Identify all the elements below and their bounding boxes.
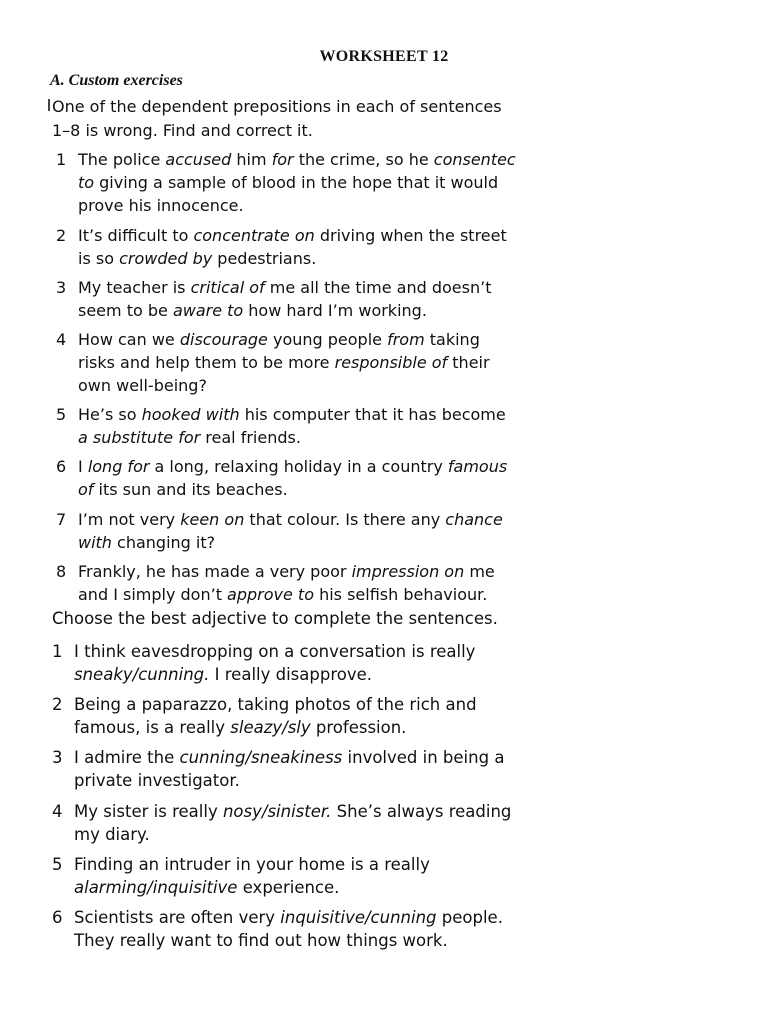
sentence-text: private investigator. bbox=[74, 771, 240, 790]
exercise-1-instruction bbox=[52, 96, 512, 142]
sentence-text: its sun and its beaches. bbox=[93, 480, 288, 499]
item-line bbox=[74, 929, 514, 952]
sentence-text: their bbox=[447, 353, 490, 372]
instruction-line: One of the dependent prepositions in each of sentences bbox=[52, 97, 502, 116]
item-number: 1 bbox=[52, 642, 63, 661]
sentence-text: him bbox=[231, 150, 272, 169]
sentence-text: own well-being? bbox=[78, 376, 207, 395]
preposition-phrase: impression on bbox=[351, 562, 465, 581]
item-line bbox=[74, 769, 514, 792]
item-line bbox=[74, 663, 514, 686]
preposition-phrase: crowded by bbox=[119, 249, 213, 268]
preposition-phrase: keen on bbox=[180, 510, 245, 529]
sentence-text: and I simply don’t bbox=[78, 585, 228, 604]
preposition-phrase: alarming/inquisitive bbox=[74, 878, 238, 897]
item-line bbox=[78, 403, 518, 426]
preposition-phrase: famous bbox=[447, 457, 508, 476]
item-line bbox=[78, 194, 518, 217]
item-text bbox=[78, 328, 518, 397]
preposition-phrase: cunning/sneakiness bbox=[179, 748, 343, 767]
item-line bbox=[74, 823, 514, 846]
sentence-text: a long, relaxing holiday in a country bbox=[149, 457, 448, 476]
item-line bbox=[78, 455, 518, 478]
item-number: 2 bbox=[52, 695, 63, 714]
sentence-text: experience. bbox=[237, 878, 340, 897]
item-line bbox=[74, 716, 514, 739]
worksheet-title: WORKSHEET 12 bbox=[319, 48, 449, 65]
item-number: 8 bbox=[56, 562, 67, 581]
item-line bbox=[74, 853, 514, 876]
sentence-text: prove his innocence. bbox=[78, 196, 244, 215]
item-line bbox=[78, 374, 518, 397]
preposition-phrase: with bbox=[78, 533, 112, 552]
item-line bbox=[78, 276, 518, 299]
preposition-phrase: nosy/sinister. bbox=[222, 802, 332, 821]
sentence-text: is so bbox=[78, 249, 120, 268]
sentence-text: driving when the street bbox=[314, 226, 507, 245]
sentence-text: famous, is a really bbox=[74, 718, 231, 737]
sentence-text: The police bbox=[78, 150, 166, 169]
item-number: 3 bbox=[56, 278, 67, 297]
item-number: 6 bbox=[52, 908, 63, 927]
preposition-phrase: sleazy/sly bbox=[230, 718, 311, 737]
item-line bbox=[78, 478, 518, 501]
preposition-phrase: aware to bbox=[172, 301, 244, 320]
item-text bbox=[78, 224, 518, 270]
preposition-phrase: a substitute for bbox=[78, 428, 201, 447]
sentence-text: They really want to find out how things work. bbox=[74, 931, 448, 950]
sentence-text: people. bbox=[436, 908, 503, 927]
sentence-text: It’s difficult to bbox=[78, 226, 194, 245]
item-line bbox=[78, 560, 518, 583]
sentence-text: how hard I’m working. bbox=[243, 301, 427, 320]
sentence-text: I’m not very bbox=[78, 510, 181, 529]
preposition-phrase: critical of bbox=[190, 278, 265, 297]
margin-mark bbox=[48, 99, 50, 111]
item-number: 6 bbox=[56, 457, 67, 476]
sentence-text: the crime, so he bbox=[293, 150, 434, 169]
item-line bbox=[78, 508, 518, 531]
sentence-text: me bbox=[464, 562, 495, 581]
sentence-text: I admire the bbox=[74, 748, 180, 767]
sentence-text: pedestrians. bbox=[212, 249, 317, 268]
preposition-phrase: concentrate on bbox=[193, 226, 315, 245]
sentence-text: that colour. Is there any bbox=[244, 510, 446, 529]
item-line bbox=[74, 693, 514, 716]
sentence-text: My sister is really bbox=[74, 802, 223, 821]
preposition-phrase: discourage bbox=[179, 330, 268, 349]
sentence-text: his computer that it has become bbox=[239, 405, 506, 424]
item-text bbox=[78, 276, 518, 322]
item-number: 4 bbox=[56, 330, 67, 349]
item-number: 5 bbox=[56, 405, 67, 424]
preposition-phrase: approve to bbox=[227, 585, 314, 604]
item-line bbox=[78, 247, 518, 270]
sentence-text: Scientists are often very bbox=[74, 908, 281, 927]
item-line bbox=[74, 800, 514, 823]
sentence-text: giving a sample of blood in the hope that it would bbox=[94, 173, 499, 192]
preposition-phrase: long for bbox=[87, 457, 150, 476]
item-line bbox=[78, 224, 518, 247]
instruction-line: 1–8 is wrong. Find and correct it. bbox=[52, 121, 313, 140]
item-number: 3 bbox=[52, 748, 63, 767]
item-line bbox=[78, 171, 518, 194]
item-text bbox=[78, 455, 518, 501]
item-text bbox=[74, 693, 514, 739]
sentence-text: How can we bbox=[78, 330, 180, 349]
exercise-2-instruction: Choose the best adjective to complete the sentences. bbox=[52, 609, 498, 628]
preposition-phrase: to bbox=[78, 173, 95, 192]
sentence-text: my diary. bbox=[74, 825, 150, 844]
preposition-phrase: hooked with bbox=[141, 405, 240, 424]
sentence-text: profession. bbox=[310, 718, 407, 737]
item-text bbox=[74, 906, 514, 952]
sentence-text: She’s always reading bbox=[331, 802, 512, 821]
item-text bbox=[74, 800, 514, 846]
item-text bbox=[78, 508, 518, 554]
item-number: 4 bbox=[52, 802, 63, 821]
sentence-text: I think eavesdropping on a conversation is really bbox=[74, 642, 476, 661]
item-line bbox=[78, 351, 518, 374]
item-line bbox=[78, 531, 518, 554]
sentence-text: seem to be bbox=[78, 301, 173, 320]
item-text bbox=[78, 560, 518, 606]
item-line bbox=[74, 876, 514, 899]
preposition-phrase: accused bbox=[165, 150, 232, 169]
item-line bbox=[78, 328, 518, 351]
item-number: 1 bbox=[56, 150, 67, 169]
preposition-phrase: sneaky/cunning. bbox=[74, 665, 210, 684]
item-number: 5 bbox=[52, 855, 63, 874]
sentence-text: I really disapprove. bbox=[209, 665, 373, 684]
sentence-text: involved in being a bbox=[342, 748, 505, 767]
item-line bbox=[78, 148, 518, 171]
sentence-text: My teacher is bbox=[78, 278, 191, 297]
item-line bbox=[78, 583, 518, 606]
item-line bbox=[74, 906, 514, 929]
sentence-text: his selfish behaviour. bbox=[314, 585, 488, 604]
item-line bbox=[78, 426, 518, 449]
section-heading: A. Custom exercises bbox=[50, 72, 183, 89]
preposition-phrase: inquisitive/cunning bbox=[280, 908, 437, 927]
sentence-text: Finding an intruder in your home is a really bbox=[74, 855, 430, 874]
sentence-text: risks and help them to be more bbox=[78, 353, 335, 372]
sentence-text: me all the time and doesn’t bbox=[264, 278, 492, 297]
preposition-phrase: of bbox=[78, 480, 94, 499]
preposition-phrase: chance bbox=[445, 510, 503, 529]
sentence-text: taking bbox=[424, 330, 480, 349]
item-text bbox=[74, 640, 514, 686]
item-line bbox=[74, 746, 514, 769]
sentence-text: young people bbox=[267, 330, 388, 349]
preposition-phrase: consentec bbox=[433, 150, 516, 169]
sentence-text: Frankly, he has made a very poor bbox=[78, 562, 352, 581]
item-text bbox=[78, 148, 518, 217]
sentence-text: I bbox=[78, 457, 88, 476]
preposition-phrase: for bbox=[271, 150, 294, 169]
sentence-text: real friends. bbox=[200, 428, 301, 447]
item-text bbox=[78, 403, 518, 449]
sentence-text: changing it? bbox=[111, 533, 216, 552]
item-number: 2 bbox=[56, 226, 67, 245]
item-line bbox=[74, 640, 514, 663]
sentence-text: Being a paparazzo, taking photos of the rich and bbox=[74, 695, 477, 714]
preposition-phrase: responsible of bbox=[334, 353, 448, 372]
item-number: 7 bbox=[56, 510, 67, 529]
item-text bbox=[74, 853, 514, 899]
item-line bbox=[78, 299, 518, 322]
preposition-phrase: from bbox=[387, 330, 425, 349]
item-text bbox=[74, 746, 514, 792]
sentence-text: He’s so bbox=[78, 405, 142, 424]
